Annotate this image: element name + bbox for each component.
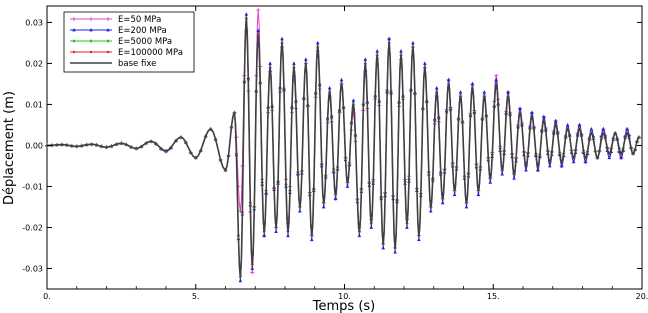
y-tick-label: -0.01 [22,182,43,192]
legend-label: E=100000 MPa [118,48,183,58]
x-axis-label: Temps (s) [312,299,376,313]
x-tick-label: 15. [486,292,500,301]
x-tick-label: 10. [338,292,351,301]
legend-label: base fixe [118,59,157,69]
y-tick-label: -0.03 [22,264,43,274]
y-tick-label: -0.02 [22,223,43,233]
x-tick-label: 20. [635,292,648,301]
y-axis-label: Déplacement (m) [2,91,17,205]
legend-label: E=5000 MPa [118,37,173,47]
y-tick-label: 0.01 [25,100,43,110]
y-tick-label: 0.00 [25,141,43,151]
legend-marker [107,51,109,53]
legend-marker [73,51,75,53]
legend-marker [90,51,92,53]
legend [64,12,194,72]
legend-label: E=200 MPa [118,26,167,36]
x-tick-label: 0. [43,292,51,301]
y-tick-label: 0.02 [25,59,43,69]
x-tick-label: 5. [191,292,200,301]
y-tick-label: 0.03 [25,18,43,28]
legend-label: E=50 MPa [118,15,162,25]
